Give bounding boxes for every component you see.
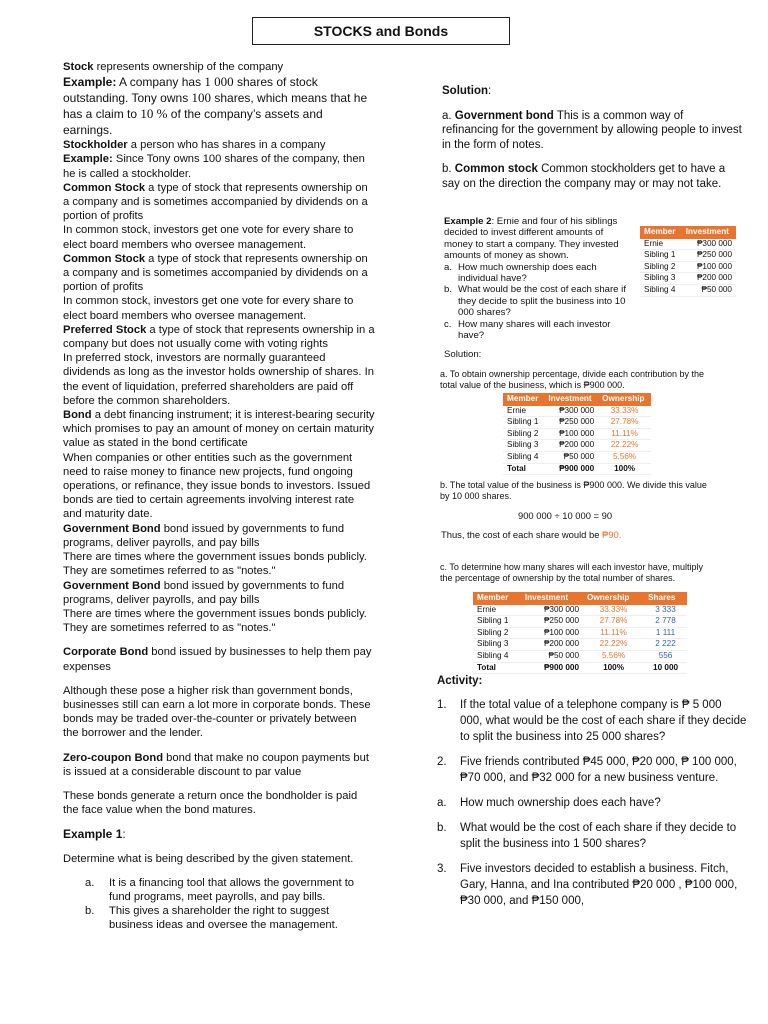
table-row: Sibling 4 ₱50 000 5.56% 556 [473, 650, 687, 662]
shares-table: Member Investment Ownership Shares Ernie ₱300 000 33.33% 3 333 Sibling 1 ₱250 000 27.78% 2 778 Sibling 2 ₱100 000 11.11% 1 111 Sibling 3 ₱200 000 22.22% 2 222 Sibling 4 ₱50 000 5.56% 556 Total ₱900 000 100% 10 000 [473, 592, 687, 674]
government-bond-note-2: There are times where the government issues bonds publicly. They are sometimes referred to as "notes." [63, 607, 367, 635]
example-2-text: Example 2: Ernie and four of his siblings decided to invest different amounts of money to start a company. They invested amounts of money as shown. a. How much ownership does each individual have? b. What would be the cost of each share if they decide to split the business into 10 000 shares? c. How many shares will each investor have? [444, 216, 634, 341]
government-bond-definition: Government Bond bond issued by governments to fund programs, deliver payrolls, and pay bills [63, 522, 345, 549]
stock-definition: Stock represents ownership of the company [63, 61, 284, 73]
investment-table: Member Investment Ernie ₱300 000 Sibling 1 ₱250 000 Sibling 2 ₱100 000 Sibling 3 ₱200 000 Sibling 4 ₱50 000 [640, 226, 736, 297]
table-row: Sibling 3 ₱200 000 22.22% [503, 440, 651, 452]
activity-item: 1. If the total value of a telephone company is ₱ 5 000 000, what would be the cost of each share if they decide to split the business into 25 000 shares? [437, 699, 747, 743]
zero-coupon-bond-definition: Zero-coupon Bond bond that make no coupon payments but is issued at a considerable discount to par value [63, 751, 369, 778]
table-row: Sibling 2 ₱100 000 11.11% 1 111 [473, 627, 687, 639]
activity-heading: Activity: [437, 675, 483, 687]
example-1-list [63, 876, 375, 933]
activity-item: 2. Five friends contributed ₱45 000, ₱20 000, ₱ 100 000, ₱70 000, and ₱32 000 for a new business venture. [437, 756, 737, 784]
common-stock-note-2: In common stock, investors get one vote for every share to elect board members who oversee management. [63, 295, 354, 322]
list-item: c. How many shares will each investor have? [444, 318, 611, 342]
example-1-heading: Example 1: [63, 827, 126, 842]
page-title: STOCKS and Bonds [252, 17, 510, 45]
share-cost-result: Thus, the cost of each share would be ₱90. [441, 529, 622, 540]
table-row: Sibling 2 ₱100 000 [640, 261, 736, 273]
stockholder-example: Example: Since Tony owns 100 shares of the company, then he is called a stockholder. [63, 153, 365, 180]
government-bond-note: There are times where the government issues bonds publicly. They are sometimes referred to as "notes." [63, 551, 367, 578]
table-row: Sibling 4 ₱50 000 5.56% [503, 451, 651, 463]
division-equation: 900 000 ÷ 10 000 = 90 [518, 510, 613, 521]
stockholder-definition: Stockholder a person who has shares in a company [63, 139, 326, 152]
bond-definition: Bond a debt financing instrument; it is interest-bearing security which promises to pay an amount of money on certain maturity value as stated in the bond certificate [63, 409, 375, 450]
step-c-text: c. To determine how many shares will each investor have, multiply the percentage of ownership by the total number of shares. [440, 562, 703, 583]
activity-item: a. How much ownership does each have? [437, 797, 661, 809]
solution-2-heading: Solution: [444, 349, 482, 360]
government-bond-definition-2: Government Bond bond issued by governments to fund programs, deliver payrolls, and pay bills [63, 579, 345, 606]
list-item: b. This gives a shareholder the right to suggest business ideas and oversee the management. [85, 905, 338, 932]
corporate-bond-note: Although these pose a higher risk than government bonds, businesses still can earn a lot more in corporate bonds. These bonds may be traded over-the-counter or privately between the borrower and the lender. [63, 684, 371, 740]
zero-coupon-bond-note: These bonds generate a return once the bondholder is paid the face value when the bond matures. [63, 789, 358, 817]
table-row: Ernie ₱300 000 33.33% [503, 406, 651, 417]
table-row: Sibling 1 ₱250 000 27.78% 2 778 [473, 616, 687, 628]
common-stock-note: In common stock, investors get one vote for every share to elect board members who oversee management. [63, 224, 354, 251]
solution-b: b. Common stock Common stockholders get to have a say on the direction the company may or may not take. [442, 163, 726, 190]
example-1-instruction: Determine what is being described by the given statement. [63, 852, 354, 865]
step-b-text: b. The total value of the business is ₱900 000. We divide this value by 10 000 shares. [440, 480, 707, 501]
table-row: Total ₱900 000 100% [503, 463, 651, 475]
preferred-stock-definition: Preferred Stock a type of stock that represents ownership in a company but does not usually come with voting rights [63, 323, 375, 351]
solution-a: a. Government bond This is a common way of refinancing for the government by allowing people to invest in the form of notes. [442, 109, 742, 151]
table-row: Total ₱900 000 100% 10 000 [473, 662, 687, 674]
list-item: b. What would be the cost of each share if they decide to split the business into 10 000 shares? [444, 284, 626, 319]
common-stock-definition-2: Common Stock a type of stock that represents ownership on a company and is sometimes accompanied by dividends on a portion of profits [63, 252, 368, 294]
table-row: Sibling 4 ₱50 000 [640, 284, 736, 296]
table-row: Ernie ₱300 000 33.33% 3 333 [473, 605, 687, 616]
solution-heading: Solution: [442, 85, 492, 97]
list-item: a. It is a financing tool that allows the government to fund programs, meet payrolls, and pay bills. [85, 876, 355, 903]
table-row: Sibling 3 ₱200 000 [640, 273, 736, 285]
ownership-table: Member Investment Ownership Ernie ₱300 000 33.33% Sibling 1 ₱250 000 27.78% Sibling 2 ₱100 000 11.11% Sibling 3 ₱200 000 22.22% Sibling 4 ₱50 000 5.56% Total ₱900 000 100% [503, 393, 651, 475]
bond-note: When companies or other entities such as the government need to raise money to finance new projects, fund ongoing operations, or refinance, they issue bonds to investors. Issued bonds are tied to certain agreements involving interest rate and maturity date. [63, 451, 371, 521]
corporate-bond-definition: Corporate Bond bond issued by businesses to help them pay expenses [63, 646, 372, 673]
table-row: Sibling 1 ₱250 000 27.78% [503, 417, 651, 429]
activity-item: 3. Five investors decided to establish a business. Fitch, Gary, Hanna, and Ina contributed ₱20 000 , ₱100 000, ₱30 000, and ₱150 000, [437, 863, 738, 907]
step-a-text: a. To obtain ownership percentage, divide each contribution by the total value of the business, which is ₱900 000. [440, 369, 705, 390]
common-stock-definition: Common Stock a type of stock that represents ownership on a company and is sometimes accompanied by dividends on a portion of profits [63, 181, 368, 223]
solution-section [442, 84, 742, 191]
activity-section [437, 673, 747, 918]
preferred-stock-note: In preferred stock, investors are normally guaranteed dividends as long as the investor holds ownership of shares. In the event of liquidation, preferred shareholders are paid off before the common shareholders. [63, 352, 374, 407]
left-column [63, 60, 375, 933]
list-item: a. How much ownership does each individual have? [444, 261, 597, 285]
table-row: Sibling 3 ₱200 000 22.22% 2 222 [473, 639, 687, 651]
table-row: Sibling 2 ₱100 000 11.11% [503, 428, 651, 440]
activity-item: b. What would be the cost of each share if they decide to split the business into 1 500 shares? [437, 822, 737, 850]
table-row: Sibling 1 ₱250 000 [640, 250, 736, 262]
stock-example: Example: A company has 1 000 shares of stock outstanding. Tony owns 100 shares, which means that he has a claim to 10 % of the company’s assets and earnings. [63, 74, 368, 138]
table-row: Ernie ₱300 000 [640, 239, 736, 250]
